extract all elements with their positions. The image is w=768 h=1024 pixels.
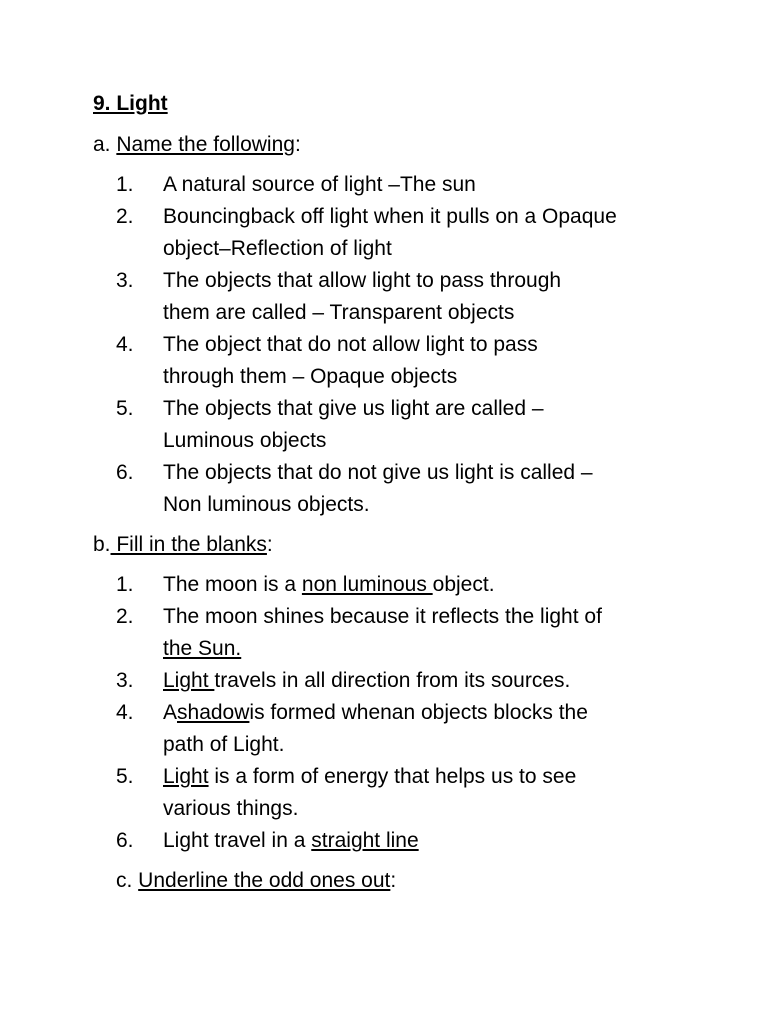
text-run: A bbox=[163, 701, 178, 724]
list-item-text: The objects that give us light are called – bbox=[163, 397, 544, 420]
list-item bbox=[93, 665, 693, 697]
list-item bbox=[93, 825, 693, 857]
list-item-text: The moon shines because it reflects the light of bbox=[163, 605, 602, 628]
section-a-prefix: a. bbox=[93, 133, 117, 156]
list-item-text bbox=[163, 569, 693, 601]
list-item bbox=[93, 265, 693, 329]
blank-answer: straight line bbox=[311, 829, 419, 852]
list-item-text: A natural source of light –The sun bbox=[163, 173, 476, 196]
section-c-heading bbox=[93, 865, 693, 897]
list-item-text bbox=[163, 825, 693, 857]
section-c-heading-text: Underline the odd ones out bbox=[138, 869, 391, 892]
list-item bbox=[93, 201, 693, 265]
text-run: is formed whenan objects blocks the bbox=[249, 701, 588, 724]
list-item-text: them are called – Transparent objects bbox=[163, 301, 515, 324]
list-item bbox=[93, 329, 693, 393]
section-b-heading bbox=[93, 529, 693, 561]
list-item bbox=[93, 457, 693, 521]
section-b-suffix: : bbox=[266, 533, 273, 556]
list-item-text: through them – Opaque objects bbox=[163, 365, 458, 388]
section-a-suffix: : bbox=[294, 133, 301, 156]
list-item-number: 2. bbox=[116, 605, 134, 628]
blank-answer: Light bbox=[163, 669, 215, 692]
page-title: 9. Light bbox=[93, 92, 168, 115]
list-item-number: 1. bbox=[116, 173, 134, 196]
section-c-suffix: : bbox=[390, 869, 397, 892]
list-item-number: 6. bbox=[116, 461, 134, 484]
document-page bbox=[93, 88, 693, 897]
list-item-number: 4. bbox=[116, 701, 134, 724]
list-item bbox=[93, 169, 693, 201]
section-a-heading-text: Name the following bbox=[116, 133, 295, 156]
list-item-text bbox=[163, 761, 693, 793]
list-item-text bbox=[163, 665, 693, 697]
section-b-heading-text: Fill in the blanks bbox=[110, 533, 267, 556]
section-b-prefix: b. bbox=[93, 533, 111, 556]
list-item-number: 5. bbox=[116, 765, 134, 788]
list-item-text: The object that do not allow light to pass bbox=[163, 333, 538, 356]
list-item-text: Luminous objects bbox=[163, 429, 327, 452]
list-item-text bbox=[163, 633, 693, 665]
text-run: is a form of energy that helps us to see bbox=[208, 765, 577, 788]
list-item-text: The objects that allow light to pass through bbox=[163, 269, 562, 292]
text-run: Light travel in a bbox=[163, 829, 312, 852]
list-item bbox=[93, 393, 693, 457]
list-item-number: 3. bbox=[116, 269, 134, 292]
section-a-list bbox=[93, 169, 693, 521]
list-item-number: 2. bbox=[116, 205, 134, 228]
blank-answer: non luminous bbox=[301, 573, 433, 596]
list-item-text: various things. bbox=[163, 797, 299, 820]
list-item-text: object–Reflection of light bbox=[163, 237, 392, 260]
text-run: object. bbox=[432, 573, 495, 596]
list-item-number: 5. bbox=[116, 397, 134, 420]
blank-answer: the Sun. bbox=[163, 637, 242, 660]
list-item-text bbox=[163, 697, 693, 729]
blank-answer: shadow bbox=[177, 701, 250, 724]
list-item-text: Bouncingback off light when it pulls on a Opaque bbox=[163, 205, 617, 228]
list-item bbox=[93, 697, 693, 761]
text-run: The moon is a bbox=[163, 573, 302, 596]
list-item-number: 6. bbox=[116, 829, 134, 852]
list-item-number: 4. bbox=[116, 333, 134, 356]
blank-answer: Light bbox=[163, 765, 209, 788]
list-item-text: The objects that do not give us light is called – bbox=[163, 461, 593, 484]
list-item-text: path of Light. bbox=[163, 733, 285, 756]
list-item-number: 3. bbox=[116, 669, 134, 692]
section-a-heading bbox=[93, 129, 693, 161]
list-item bbox=[93, 761, 693, 825]
section-b-list bbox=[93, 569, 693, 857]
list-item bbox=[93, 569, 693, 601]
list-item-number: 1. bbox=[116, 573, 134, 596]
text-run: travels in all direction from its sources. bbox=[214, 669, 571, 692]
list-item bbox=[93, 601, 693, 665]
list-item-text: Non luminous objects. bbox=[163, 493, 370, 516]
section-c-prefix: c. bbox=[116, 869, 139, 892]
